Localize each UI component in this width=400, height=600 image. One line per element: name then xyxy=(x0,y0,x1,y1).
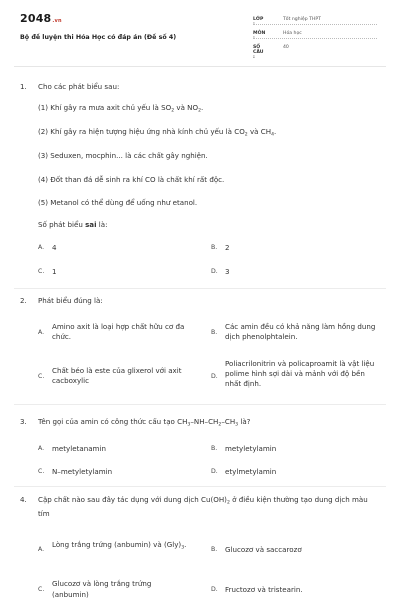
question-divider xyxy=(14,486,386,487)
meta-divider xyxy=(253,24,377,25)
page-header xyxy=(0,0,400,70)
meta-key: LỚP : xyxy=(253,17,264,27)
question-number: 3. xyxy=(20,417,27,426)
question-divider xyxy=(14,404,386,405)
statement: (2) Khí gây ra hiện tượng hiệu ứng nhà kính chủ yếu là $CO_2$ và $CH_4$. xyxy=(38,127,277,138)
meta-divider xyxy=(253,38,377,39)
meta-key: SỐ CÂU : xyxy=(253,45,264,60)
logo-text: 2048 xyxy=(20,12,52,25)
question-number: 4. xyxy=(20,495,27,504)
header-divider xyxy=(14,66,386,67)
question-prompt: Số phát biểu sai là: xyxy=(38,220,108,229)
question-number: 1. xyxy=(20,82,27,91)
logo-suffix: .vn xyxy=(52,18,62,24)
site-logo[interactable] xyxy=(20,12,62,25)
statement: (3) Seduxen, mocphin... là các chất gây nghiện. xyxy=(38,151,208,160)
question-number: 2. xyxy=(20,296,27,305)
question-divider xyxy=(14,288,386,289)
statement: (1) Khí gây ra mưa axit chủ yếu là $SO_2$ và $NO_2$. xyxy=(38,103,204,114)
meta-value: Tốt nghiệp THPT xyxy=(283,17,321,22)
question-text: Cho các phát biểu sau: xyxy=(38,82,120,91)
question-text: Phát biểu đúng là: xyxy=(38,296,103,305)
meta-value: Hóa học xyxy=(283,31,302,36)
question-text: Tên gọi của amin có công thức cấu tạo $CH_3-NH-CH_2-CH_3$ là? xyxy=(38,417,251,428)
question-text: Cặp chất nào sau đây tác dụng với dung dịch $Cu(OH)_2$ ở điều kiện thường tạo dung dịch màu tím xyxy=(38,495,368,518)
meta-value: 40 xyxy=(283,45,289,50)
document-title: Bộ đề luyện thi Hóa Học có đáp án (Đề số 4) xyxy=(20,34,177,41)
statement: (4) Đốt than đá dễ sinh ra khí CO là chất khí rất độc. xyxy=(38,175,225,184)
statement: (5) Metanol có thể dùng để uống như etanol. xyxy=(38,198,198,207)
meta-key: MÔN : xyxy=(253,31,266,41)
